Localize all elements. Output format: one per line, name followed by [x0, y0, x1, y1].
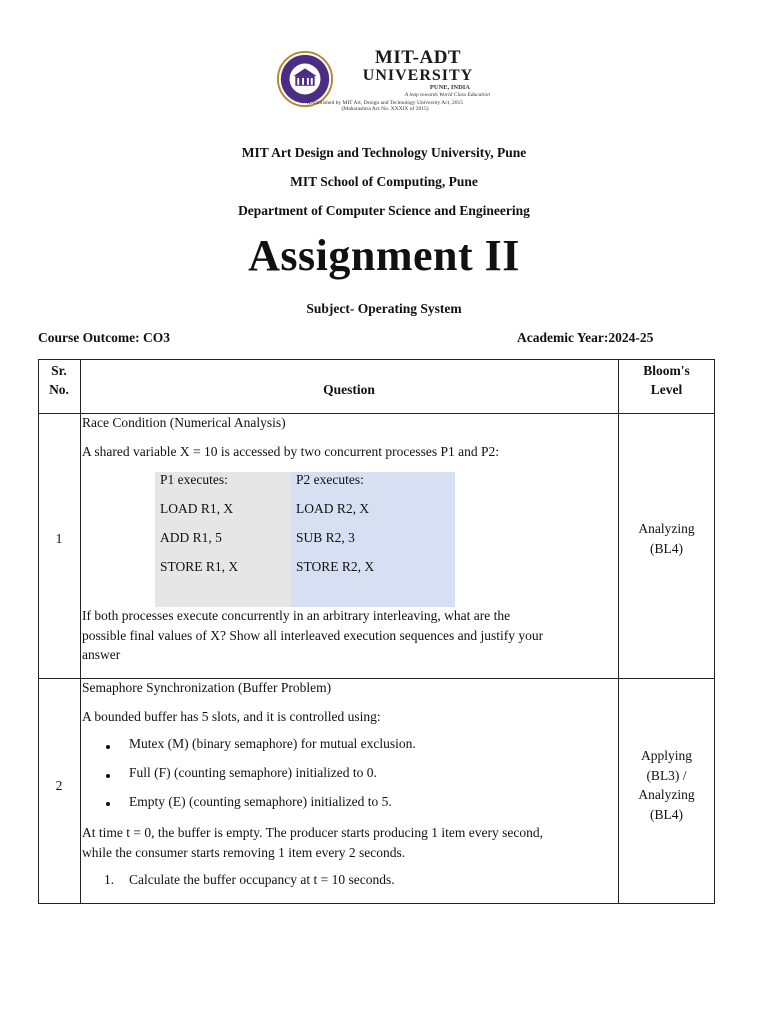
p2-line: SUB R2, 3	[296, 530, 355, 545]
p1-column	[155, 472, 291, 607]
bullet-item: Empty (E) (counting semaphore) initialized to 5.	[129, 794, 392, 809]
bullet-dot	[106, 802, 110, 806]
logo-tagline: A leap towards World Class Education	[404, 92, 490, 98]
assignment-title: Assignment II	[248, 231, 520, 280]
bullet-item: Mutex (M) (binary semaphore) for mutual exclusion.	[129, 736, 416, 751]
table-divider	[80, 360, 81, 903]
subject-line: Subject- Operating System	[306, 301, 462, 316]
p1-line: STORE R1, X	[160, 559, 239, 574]
p1-line: P1 executes:	[160, 472, 228, 487]
logo-title: MIT-ADT	[374, 47, 462, 68]
header-bloom-line: Level	[650, 382, 683, 397]
row-2-bloom-level	[618, 746, 715, 824]
academic-year: Academic Year:2024-25	[517, 330, 654, 345]
row-2-body-line: while the consumer starts removing 1 item every 2 seconds.	[82, 844, 406, 860]
header-sr-no	[38, 361, 80, 399]
header-sr-line: No.	[49, 382, 69, 397]
university-name: MIT Art Design and Technology University, Pune	[241, 145, 527, 160]
bullet-dot	[106, 774, 110, 778]
bullet-item: Full (F) (counting semaphore) initialized to 0.	[129, 765, 377, 780]
logo-subtitle: UNIVERSITY	[362, 67, 474, 84]
row-2-body-line: At time t = 0, the buffer is empty. The producer starts producing 1 item every second,	[82, 825, 543, 840]
row-1-intro: A shared variable X = 10 is accessed by two concurrent processes P1 and P2:	[82, 444, 500, 459]
p1-line: ADD R1, 5	[160, 530, 222, 545]
header-sr-line: Sr.	[51, 363, 67, 378]
row-1-bloom-line: Analyzing	[638, 521, 695, 536]
process-instruction-table	[155, 472, 455, 607]
logo-wordmark	[338, 48, 498, 99]
row-1-bloom-level	[618, 519, 715, 558]
header-blooms-level	[618, 361, 715, 399]
row-2-bloom-line: (BL3) /	[646, 767, 687, 783]
row-2-sr-no: 2	[55, 778, 63, 793]
row-1-title: Race Condition (Numerical Analysis)	[82, 415, 286, 430]
row-1-bloom-line: (BL4)	[650, 540, 683, 556]
logo-city: PUNE, INDIA	[429, 84, 470, 91]
header-question: Question	[323, 382, 375, 397]
row-2-intro: A bounded buffer has 5 slots, and it is controlled using:	[82, 709, 381, 724]
row-2-body	[82, 823, 543, 862]
logo-established-line: (Established by MIT Art, Design and Technology University Act, 2015	[307, 100, 463, 106]
row-1-question-line: possible final values of X? Show all interleaved execution sequences and justify your	[82, 627, 544, 643]
row-1-question-line: If both processes execute concurrently in an arbitrary interleaving, what are the	[82, 608, 511, 623]
row-2-bloom-line: (BL4)	[650, 806, 683, 822]
logo-establishment	[274, 100, 496, 112]
logo-act-line: (Maharashtra Act No. XXXIX of 2015)	[341, 106, 429, 112]
p2-column	[291, 472, 455, 607]
bullet-dot	[106, 745, 110, 749]
row-2-bloom-line: Applying	[640, 748, 692, 763]
row-1-sr-no: 1	[55, 531, 63, 546]
p2-line: LOAD R2, X	[296, 501, 370, 516]
school-name: MIT School of Computing, Pune	[290, 174, 478, 189]
p1-line: LOAD R1, X	[160, 501, 234, 516]
row-1-question-line: answer	[82, 647, 121, 662]
university-logo	[274, 48, 496, 118]
numbered-item-text: Calculate the buffer occupancy at t = 10 seconds.	[129, 872, 395, 887]
p2-line: P2 executes:	[296, 472, 364, 487]
numbered-item-marker: 1.	[104, 872, 115, 887]
row-1-question	[82, 606, 543, 665]
p2-line: STORE R2, X	[296, 559, 375, 574]
course-outcome: Course Outcome: CO3	[38, 330, 170, 345]
header-bloom-line: Bloom's	[643, 363, 690, 378]
row-2-bloom-line: Analyzing	[638, 787, 695, 802]
department-name: Department of Computer Science and Engineering	[238, 203, 530, 218]
row-2-title: Semaphore Synchronization (Buffer Problem)	[82, 680, 332, 695]
